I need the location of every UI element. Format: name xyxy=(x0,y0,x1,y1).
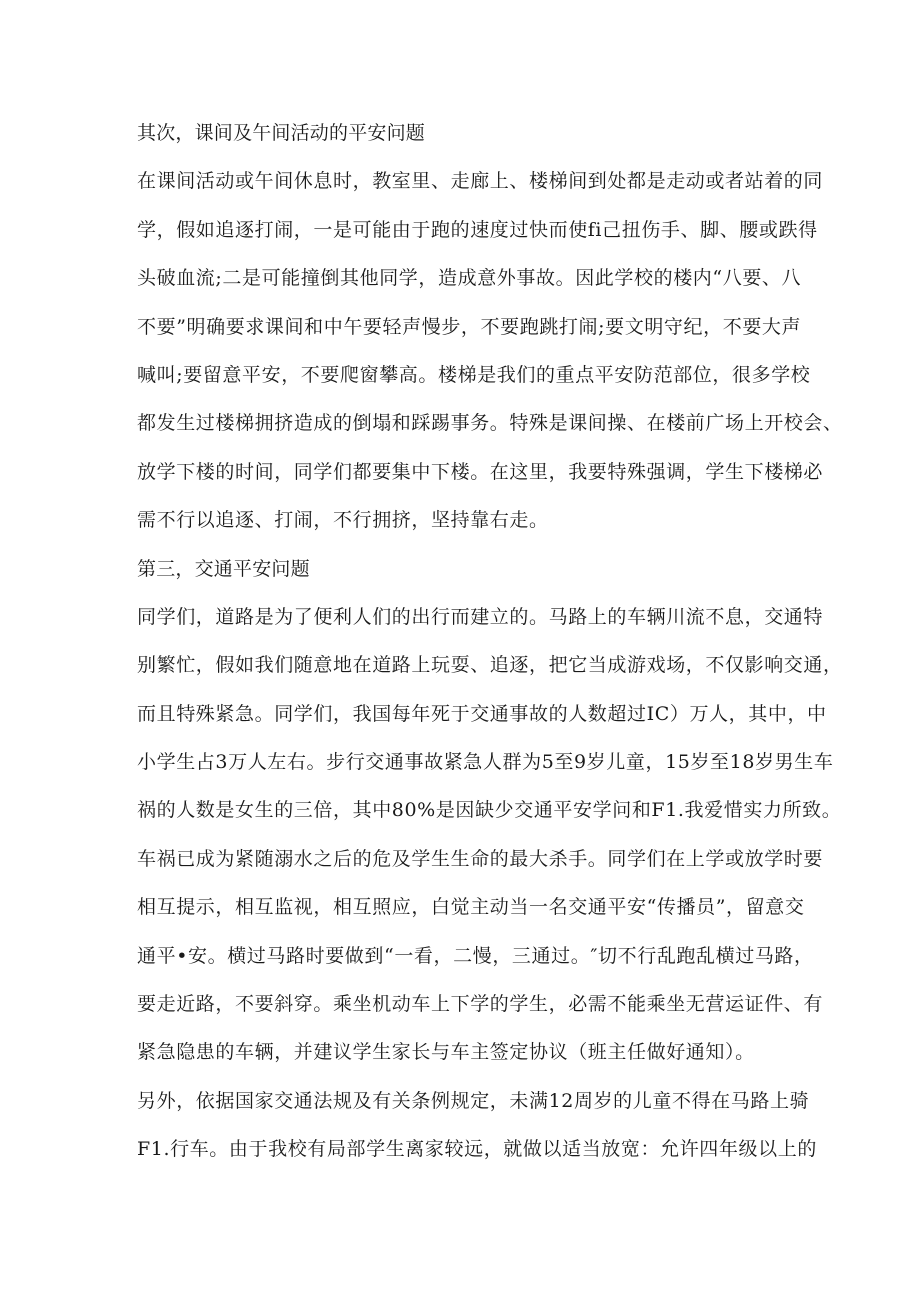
text-line: 通平•安。横过马路时要做到“一看，二慢，三通过。″切不行乱跑乱横过马路， xyxy=(137,944,814,967)
text-line: 不要”明确要求课间和中午要轻声慢步，不要跑跳打闹;要文明守纪，不要大声 xyxy=(137,315,802,338)
section-heading-traffic-safety: 第三，交通平安问题 xyxy=(137,557,310,580)
text-line: 在课间活动或午间休息时，教室里、走廊上、楼梯间到处都是走动或者站着的同 xyxy=(137,170,824,193)
text-line: 要走近路，不要斜穿。乘坐机动车上下学的学生，必需不能乘坐无营运证件、有 xyxy=(137,993,824,1016)
text-line: 车祸已成为紧随溺水之后的危及学生生命的最大杀手。同学们在上学或放学时要 xyxy=(137,847,824,870)
text-line: 祸的人数是女生的三倍，其中80%是因缺少交通平安学问和F1.我爱惜实力所致。 xyxy=(137,799,842,822)
text-line: 都发生过楼梯拥挤造成的倒塌和踩踢事务。特殊是课间操、在楼前广场上开校会、 xyxy=(137,412,843,435)
text-line: 而且特殊紧急。同学们，我国每年死于交通事故的人数超过IC）万人，其中，中 xyxy=(137,702,827,725)
text-line: 喊叫;要留意平安，不要爬窗攀高。楼梯是我们的重点平安防范部位，很多学校 xyxy=(137,363,811,386)
text-line: 别繁忙，假如我们随意地在道路上玩耍、追逐，把它当成游戏场，不仅影响交通， xyxy=(137,654,843,677)
text-line: 放学下楼的时间，同学们都要集中下楼。在这里，我要特殊强调，学生下楼梯必 xyxy=(137,460,824,483)
text-line: 相互提示，相互监视，相互照应，白觉主动当一名交通平安“传播员”，留意交 xyxy=(137,896,805,919)
section-heading-breaks-safety: 其次，课间及午间活动的平安问题 xyxy=(137,122,426,144)
text-line: 紧急隐患的车辆，并建议学生家长与车主签定协议（班主任做好通知）。 xyxy=(137,1041,755,1064)
text-line: 需不行以追逐、打闹，不行拥挤，坚持靠右走。 xyxy=(137,509,549,532)
text-line: 小学生占3万人左右。步行交通事故紧急人群为5至9岁儿童，15岁至18岁男生车 xyxy=(137,751,834,774)
text-line: 另外，依据国家交通法规及有关条例规定，未满12周岁的儿童不得在马路上骑 xyxy=(137,1089,810,1112)
text-line: 学，假如追逐打闹，一是可能由于跑的速度过快而使fi己扭伤手、脚、腰或跌得 xyxy=(137,218,818,241)
text-line: F1.行车。由于我校有局部学生离家较远，就做以适当放宽：允许四年级以上的 xyxy=(137,1138,817,1161)
document-body xyxy=(137,116,843,1181)
text-line: 头破血流;二是可能撞倒其他同学，造成意外事故。因此学校的楼内“八要、八 xyxy=(137,267,802,290)
text-line: 同学们，道路是为了便利人们的出行而建立的。马路上的车辆川流不息，交通特 xyxy=(137,605,824,628)
